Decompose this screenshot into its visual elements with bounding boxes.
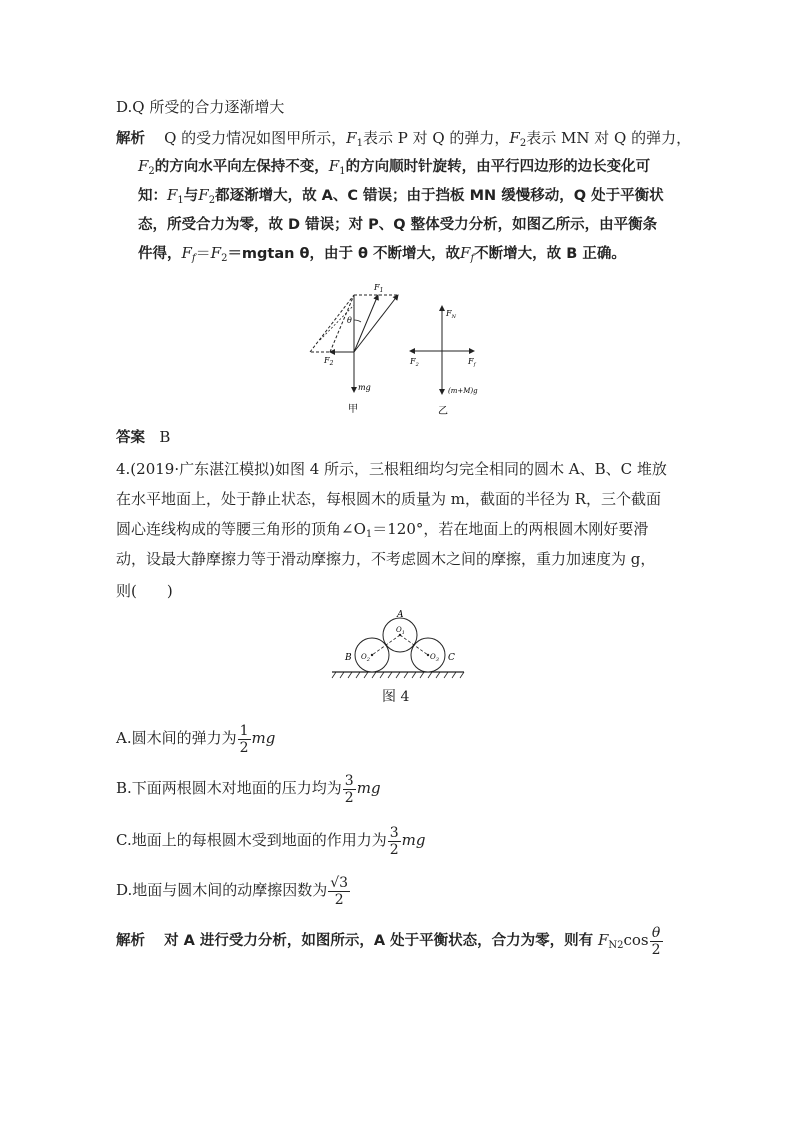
answer-label: 答案 <box>116 430 145 446</box>
analysis-2-label: 解析 <box>116 933 145 949</box>
label-a: A <box>397 610 404 620</box>
force-diagram-jia <box>300 280 410 420</box>
analysis-line-3: 知：$F_1$与$F_2$都逐渐增大，故 A、C 错误；由于挡板 MN 缓慢移动，Q 处于平衡状 <box>138 186 664 206</box>
analysis-line-2: $F_2$的方向水平向左保持不变，$F_1$的方向顺时针旋转，由平行四边形的边长变化可 <box>138 157 651 177</box>
analysis-line-4: 态，所受合力为零，故 D 错误；对 P、Q 整体受力分析，如图乙所示，由平衡条 <box>138 217 658 233</box>
label-f1: $F_1$ <box>374 283 384 294</box>
fraction: $\frac{3}{2}$ <box>389 824 399 858</box>
question4-line-4: 动，设最大静摩擦力等于滑动摩擦力，不考虑圆木之间的摩擦，重力加速度为 g， <box>116 550 656 568</box>
question4-line-1: 4.(2019·广东湛江模拟)如图 4 所示，三根粗细均匀完全相同的圆木 A、B、C 堆放 <box>116 460 667 478</box>
caption-jia: 甲 <box>348 404 358 415</box>
analysis-label: 解析 <box>116 131 145 147</box>
label-mg: mg <box>358 383 371 392</box>
label-c: C <box>448 653 455 663</box>
label-o1: $O_1$ <box>396 626 405 636</box>
fraction: $\frac{1}{2}$ <box>239 722 249 756</box>
figure-4-caption: 图 4 <box>382 689 410 705</box>
analysis-2-line: 解析 对 A 进行受力分析，如图所示，A 处于平衡状态，合力为零，则有 $F_{N2}\cos$ $\frac{\theta}{2}$ <box>116 924 661 958</box>
label-weight: (m+M)g <box>448 387 478 395</box>
fraction: $\frac{\theta}{2}$ <box>651 924 661 958</box>
answer-line <box>116 426 170 449</box>
analysis-line-1: 解析 Q 的受力情况如图甲所示，$F_1$表示 P 对 Q 的弹力，$F_2$表示 MN 对 Q 的弹力， <box>116 129 692 149</box>
answer-value: B <box>159 428 171 446</box>
fraction: $\frac{3}{2}$ <box>344 772 354 806</box>
label-theta: θ <box>347 316 352 325</box>
option-b: B.下面两根圆木对地面的压力均为 $\frac{3}{2}$ mg <box>116 772 381 806</box>
option-c: C.地面上的每根圆木受到地面的作用力为 $\frac{3}{2}$ mg <box>116 824 426 858</box>
label-f2-yi: $F_2$ <box>410 357 419 368</box>
label-f2: $F_2$ <box>324 356 334 367</box>
fraction: $\frac{√3}{2}$ <box>330 874 349 908</box>
label-o3: $O_3$ <box>430 653 439 663</box>
question4-line-5: 则( ) <box>116 582 173 600</box>
force-diagram-yi <box>400 296 510 420</box>
question4-line-2: 在水平地面上，处于静止状态，每根圆木的质量为 m，截面的半径为 R，三个截面 <box>116 490 662 508</box>
caption-yi: 乙 <box>438 406 448 417</box>
label-b: B <box>345 653 352 663</box>
analysis-line-5: 件得，$F_f=F_2=mgtan$ θ，由于 θ 不断增大，故$F_f$不断增大，故 B 正确。 <box>138 244 626 264</box>
option-d: D.地面与圆木间的动摩擦因数为 $\frac{√3}{2}$ <box>116 874 349 908</box>
question4-line-3: 圆心连线构成的等腰三角形的顶角$\angle O_1=120^\circ$，若在地面上的两根圆木刚好要滑 <box>116 520 649 540</box>
option-a: A.圆木间的弹力为 $\frac{1}{2}$ mg <box>116 722 276 756</box>
label-o2: $O_2$ <box>361 653 370 663</box>
label-fn: $F_N$ <box>446 309 456 320</box>
label-ff: $F_f$ <box>468 357 476 368</box>
option-d-previous: D.Q 所受的合力逐渐增大 <box>116 98 285 116</box>
